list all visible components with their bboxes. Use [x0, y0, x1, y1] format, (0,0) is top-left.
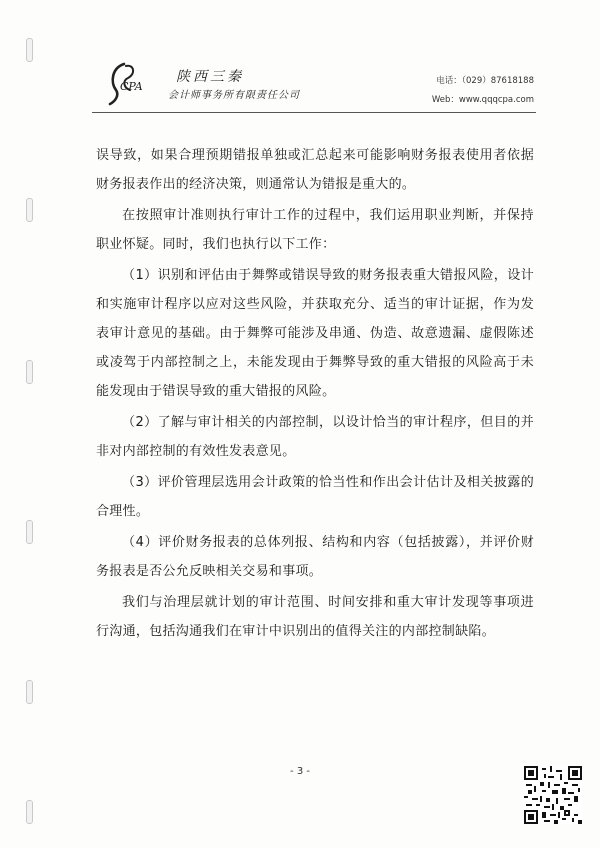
- page-number: - 3 -: [290, 766, 310, 777]
- binding-hole: [26, 360, 33, 384]
- body-text: [96, 141, 534, 648]
- firm-subtitle: 会计师事务所有限责任公司: [168, 90, 300, 101]
- qr-code: [524, 766, 582, 824]
- paragraph: （2）了解与审计相关的内部控制，以设计恰当的审计程序，但目的并非对内部控制的有效性发表意见。: [96, 415, 534, 459]
- header-divider: [92, 112, 536, 113]
- contact-block: [432, 72, 534, 110]
- phone-number: 电话：（029）87618188: [436, 76, 534, 86]
- logo-text: CPA: [120, 80, 143, 93]
- binding-hole: [26, 680, 33, 704]
- paragraph: （3）评价管理层选用会计政策的恰当性和作出会计估计及相关披露的合理性。: [96, 475, 534, 519]
- paragraph: （1）识别和评估由于舞弊或错误导致的财务报表重大错报风险，设计和实施审计程序以应对这些风险，并获取充分、适当的审计证据，作为发表审计意见的基础。由于舞弊可能涉及串通、伪造、故意遗漏、虚假陈述或凌驾于内部控制之上，未能发现由于舞弊导致的重大错报的风险高于未能发现由于错误导致的重大错报的风险。: [96, 268, 534, 399]
- paragraph: 我们与治理层就计划的审计范围、时间安排和重大审计发现等事项进行沟通，包括沟通我们在审计中识别出的值得关注的内部控制缺陷。: [96, 595, 534, 639]
- binding-hole: [26, 198, 33, 222]
- paragraph: （4）评价财务报表的总体列报、结构和内容（包括披露），并评价财务报表是否公允反映相关交易和事项。: [96, 535, 534, 579]
- firm-name: 陕西三秦: [176, 69, 244, 85]
- cpa-logo: [106, 60, 150, 106]
- paragraph: 在按照审计准则执行审计工作的过程中，我们运用职业判断，并保持职业怀疑。同时，我们也执行以下工作：: [96, 208, 534, 252]
- binding-hole: [26, 800, 33, 824]
- website: Web：www.qqqcpa.com: [431, 95, 534, 105]
- binding-hole: [26, 520, 33, 544]
- paragraph: 误导致，如果合理预期错报单独或汇总起来可能影响财务报表使用者依据财务报表作出的经济决策，则通常认为错报是重大的。: [96, 148, 534, 192]
- binding-hole: [26, 38, 33, 62]
